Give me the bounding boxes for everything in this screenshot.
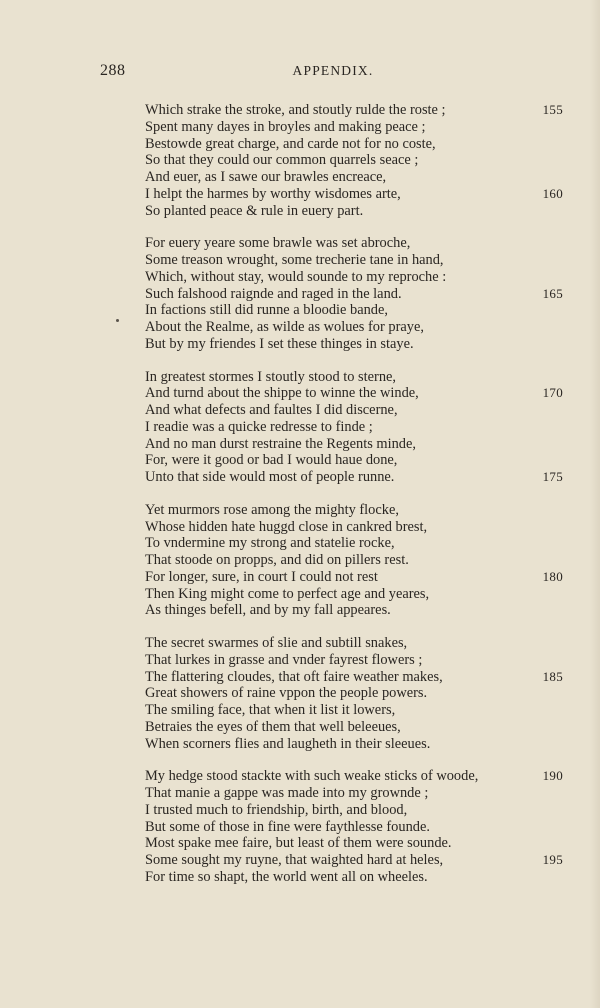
verse-text: Some treason wrought, some trecherie tane in hand, <box>145 252 444 268</box>
line-number: 175 <box>542 469 563 484</box>
line-number: 180 <box>542 568 563 584</box>
line-number: 160 <box>542 185 563 201</box>
verse-line <box>145 269 565 286</box>
verse-line <box>145 336 565 353</box>
verse-text: But by my friendes I set these thinges in staye. <box>145 335 414 352</box>
verse-line <box>145 768 565 785</box>
page-number: 288 <box>100 62 126 79</box>
verse-line <box>145 136 565 153</box>
verse-text: Some sought my ruyne, that waighted hard at heles, <box>145 852 444 868</box>
verse-text: That manie a gappe was made into my grownde ; <box>145 785 429 801</box>
verse-line <box>145 302 565 319</box>
verse-line <box>145 569 565 586</box>
stanza <box>145 768 565 885</box>
page-edge <box>590 0 600 1008</box>
verse-line <box>145 519 565 536</box>
verse-line <box>145 402 565 419</box>
verse-text: Bestowde great charge, and carde not for no coste, <box>145 135 436 152</box>
verse-text: So that they could our common quarrels seace ; <box>145 152 419 169</box>
verse-line <box>145 186 565 203</box>
verse-text: I readie was a quicke redresse to finde ; <box>145 418 373 435</box>
verse-line <box>145 736 565 753</box>
verse-text: Betraies the eyes of them that well beleeues, <box>145 718 401 735</box>
line-number: 170 <box>542 385 563 401</box>
verse-line <box>145 119 565 136</box>
verse-line <box>145 685 565 702</box>
verse-text: Which strake the stroke, and stoutly rulde the roste ; <box>145 102 446 118</box>
verse-line <box>145 835 565 852</box>
verse-line <box>145 635 565 652</box>
verse-text: When scorners flies and laugheth in their sleeues. <box>145 735 431 752</box>
running-head <box>0 62 600 82</box>
verse-text: For, were it good or bad I would haue done, <box>145 452 398 469</box>
verse-text: Which, without stay, would sounde to my reproche : <box>145 268 447 285</box>
verse-text: And turnd about the shippe to winne the winde, <box>145 385 419 402</box>
verse-line <box>145 602 565 619</box>
verse-text: Unto that side would most of people runne. <box>145 469 395 485</box>
verse-line <box>145 552 565 569</box>
ink-speck <box>116 319 119 322</box>
verse-line <box>145 469 565 486</box>
line-number: 165 <box>542 285 563 301</box>
verse-line <box>145 369 565 386</box>
verse-line <box>145 436 565 453</box>
verse-text: Spent many dayes in broyles and making peace ; <box>145 118 426 135</box>
verse-line <box>145 235 565 252</box>
verse-text: Great showers of raine vppon the people powers. <box>145 685 428 702</box>
stanza <box>145 102 565 219</box>
verse-text: And euer, as I sawe our brawles encreace, <box>145 169 387 185</box>
verse-text: In greatest stormes I stoutly stood to sterne, <box>145 368 396 385</box>
verse-text: For euery yeare some brawle was set abroche, <box>145 235 411 252</box>
verse-line <box>145 252 565 269</box>
verse-line <box>145 652 565 669</box>
verse-text: Yet murmors rose among the mighty flocke, <box>145 501 399 518</box>
verse-line <box>145 535 565 552</box>
stanza <box>145 235 565 352</box>
verse-line <box>145 852 565 869</box>
verse-line <box>145 203 565 220</box>
verse-text: Such falshood raignde and raged in the land. <box>145 285 402 302</box>
verse-text: So planted peace & rule in euery part. <box>145 202 364 219</box>
line-number: 185 <box>542 668 563 684</box>
verse-line <box>145 669 565 686</box>
verse-line <box>145 819 565 836</box>
verse-text: The secret swarmes of slie and subtill snakes, <box>145 635 408 651</box>
verse-text: Whose hidden hate huggd close in cankred brest, <box>145 518 428 535</box>
verse-text: That stoode on propps, and did on pillers rest. <box>145 552 409 568</box>
verse-text: The flattering cloudes, that oft faire weather makes, <box>145 668 443 685</box>
verse-line <box>145 869 565 886</box>
verse-text: In factions still did runne a bloodie bande, <box>145 302 388 319</box>
verse-line <box>145 385 565 402</box>
poem-body <box>145 102 565 902</box>
line-number: 195 <box>542 852 563 867</box>
stanza <box>145 635 565 752</box>
verse-line <box>145 586 565 603</box>
verse-line <box>145 502 565 519</box>
line-number: 190 <box>542 768 563 784</box>
verse-line <box>145 102 565 119</box>
verse-line <box>145 152 565 169</box>
verse-line <box>145 169 565 186</box>
verse-text: As thinges befell, and by my fall appeares. <box>145 602 391 619</box>
verse-line <box>145 702 565 719</box>
verse-text: But some of those in fine were faythlesse founde. <box>145 818 430 835</box>
verse-line <box>145 785 565 802</box>
verse-text: Most spake mee faire, but least of them were sounde. <box>145 835 452 852</box>
verse-line <box>145 719 565 736</box>
verse-text: And what defects and faultes I did discerne, <box>145 402 398 418</box>
verse-line <box>145 319 565 336</box>
verse-text: I helpt the harmes by worthy wisdomes arte, <box>145 185 401 202</box>
verse-line <box>145 802 565 819</box>
verse-text: And no man durst restraine the Regents minde, <box>145 435 416 452</box>
verse-line <box>145 452 565 469</box>
verse-line <box>145 286 565 303</box>
stanza <box>145 369 565 486</box>
verse-text: That lurkes in grasse and vnder fayrest flowers ; <box>145 651 423 668</box>
verse-text: I trusted much to friendship, birth, and blood, <box>145 801 408 818</box>
verse-text: For longer, sure, in court I could not rest <box>145 568 378 585</box>
verse-text: Then King might come to perfect age and yeares, <box>145 585 430 602</box>
verse-text: About the Realme, as wilde as wolues for praye, <box>145 319 424 335</box>
verse-text: For time so shapt, the world went all on wheeles. <box>145 868 428 885</box>
verse-text: My hedge stood stackte with such weake sticks of woode, <box>145 768 479 785</box>
verse-text: To vndermine my strong and statelie rocke, <box>145 535 395 552</box>
running-head-title: APPENDIX. <box>292 63 374 78</box>
stanza <box>145 502 565 619</box>
verse-line <box>145 419 565 436</box>
verse-text: The smiling face, that when it list it lowers, <box>145 702 396 718</box>
line-number: 155 <box>542 102 563 117</box>
